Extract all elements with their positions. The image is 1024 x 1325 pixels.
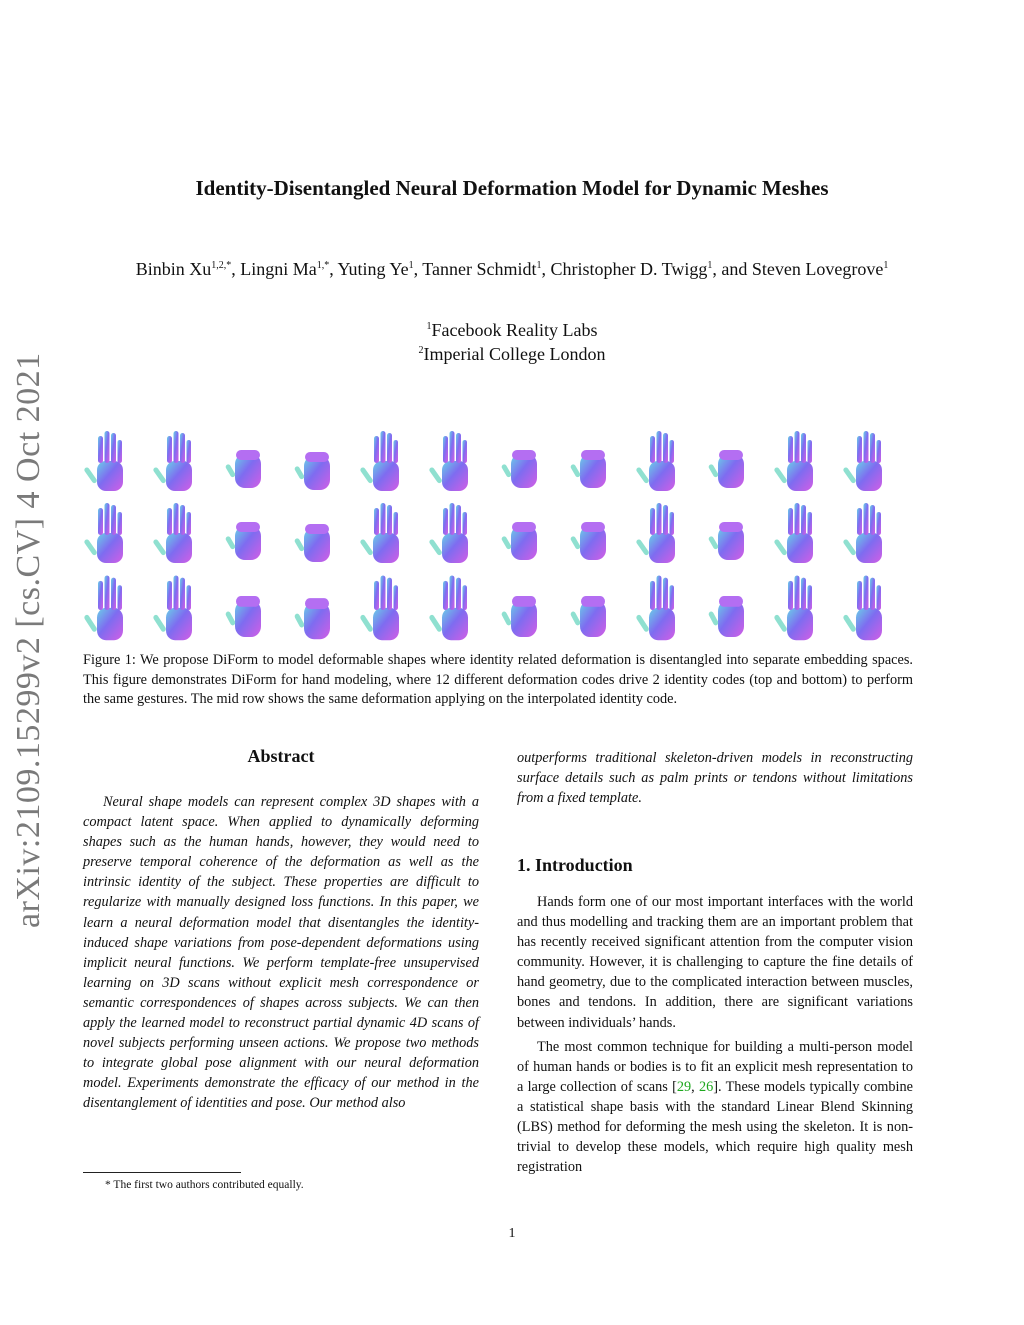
paper-title: Identity-Disentangled Neural Deformation Model for Dynamic Meshes bbox=[195, 176, 829, 200]
author-affil: 1 bbox=[536, 260, 542, 271]
author-name: , Lingni Ma bbox=[231, 259, 317, 279]
intro-paragraph-2 bbox=[517, 1037, 913, 1178]
author-affil: 1,2,* bbox=[211, 260, 232, 271]
author-name: , Yuting Ye bbox=[329, 259, 409, 279]
cite-separator: , bbox=[691, 1078, 699, 1095]
intro-text: The most common technique for building a multi-person model of human hands or bodies is to fit an explicit mesh representation to a large collection of scans [ bbox=[517, 1038, 913, 1095]
citation-link[interactable]: 29 bbox=[676, 1078, 692, 1095]
author-name: , Tanner Schmidt bbox=[413, 259, 537, 279]
hand-gesture-figure bbox=[83, 428, 923, 643]
footnote-rule bbox=[83, 1172, 241, 1173]
hand-row-middle bbox=[83, 503, 882, 563]
page-number: 1 bbox=[508, 1226, 516, 1241]
author-list bbox=[96, 258, 928, 281]
affil-name: Facebook Reality Labs bbox=[431, 320, 598, 340]
arxiv-identifier: arXiv:2109.15299v2 [cs.CV] 4 Oct 2021 bbox=[10, 352, 47, 928]
hand-row-bottom bbox=[83, 575, 882, 640]
hand-row-top bbox=[83, 431, 882, 491]
abstract-heading: Abstract bbox=[247, 746, 315, 766]
footnote: * The first two authors contributed equally. bbox=[105, 1179, 304, 1191]
intro-text: ]. These models typically combine a statistical shape basis with the standard Linear Blend Skinning (LBS) method for deforming the mesh using the skeleton. It is non-trivial to develop these models, which require high quality mesh registration bbox=[517, 1078, 913, 1176]
intro-paragraph-1: Hands form one of our most important interfaces with the world and thus modelling and tracking them are an important problem that has recently received significant attention from the computer vision community. However, it is challenging to capture the fine details of hand geometry, due to the complicated interaction between muscles, bones and tendons. In addition, there are significant variations between individuals’ hands. bbox=[517, 894, 913, 1031]
affil-name: Imperial College London bbox=[423, 344, 606, 364]
abstract-continuation: outperforms traditional skeleton-driven models in reconstructing surface details such as palm prints or tendons without limitations from a fixed template. bbox=[517, 750, 913, 807]
introduction-heading: 1. Introduction bbox=[517, 855, 633, 875]
author-affil: 1 bbox=[408, 260, 414, 271]
author-name: , Christopher D. Twigg bbox=[541, 259, 708, 279]
author-name: Binbin Xu bbox=[135, 259, 212, 279]
author-affil: 1 bbox=[883, 260, 889, 271]
abstract-text: Neural shape models can represent complex 3D shapes with a compact latent space. When applied to dynamically deforming shapes such as the human hands, however, they would need to preserve temporal coherence of the deformation as well as the intrinsic identity of the subject. These properties are difficult to regularize with manually designed loss functions. In this paper, we learn a neural deformation model that disentangles the identity-induced shape variations from pose-dependent deformations using implicit neural functions. We perform template-free unsupervised learning on 3D scans without explicit mesh correspondence or semantic correspondences of shapes across subjects. We can then apply the learned model to reconstruct partial dynamic 4D scans of novel subjects performing unseen actions. We propose two methods to integrate global pose alignment with our neural deformation model. Experiments demonstrate the efficacy of our method in the disentanglement of identities and pose. Our method also bbox=[83, 794, 479, 1112]
affiliation-1 bbox=[0, 320, 1024, 341]
author-affil: 1,* bbox=[316, 260, 330, 271]
author-affil: 1 bbox=[707, 260, 713, 271]
introduction-body bbox=[517, 892, 913, 1181]
citation-link[interactable]: 26 bbox=[698, 1078, 714, 1095]
figure-caption: Figure 1: We propose DiForm to model deformable shapes where identity related deformation is disentangled into separate embedding spaces. This figure demonstrates DiForm for hand modeling, where 12 different deformation codes drive 2 identity codes (top and bottom) to perform the same gestures. The mid row shows the same deformation applying on the interpolated identity code. bbox=[83, 652, 913, 707]
author-name: , and Steven Lovegrove bbox=[712, 259, 884, 279]
affiliation-2 bbox=[0, 344, 1024, 365]
affil-sup: 2 bbox=[418, 345, 424, 356]
affil-sup: 1 bbox=[426, 321, 432, 332]
